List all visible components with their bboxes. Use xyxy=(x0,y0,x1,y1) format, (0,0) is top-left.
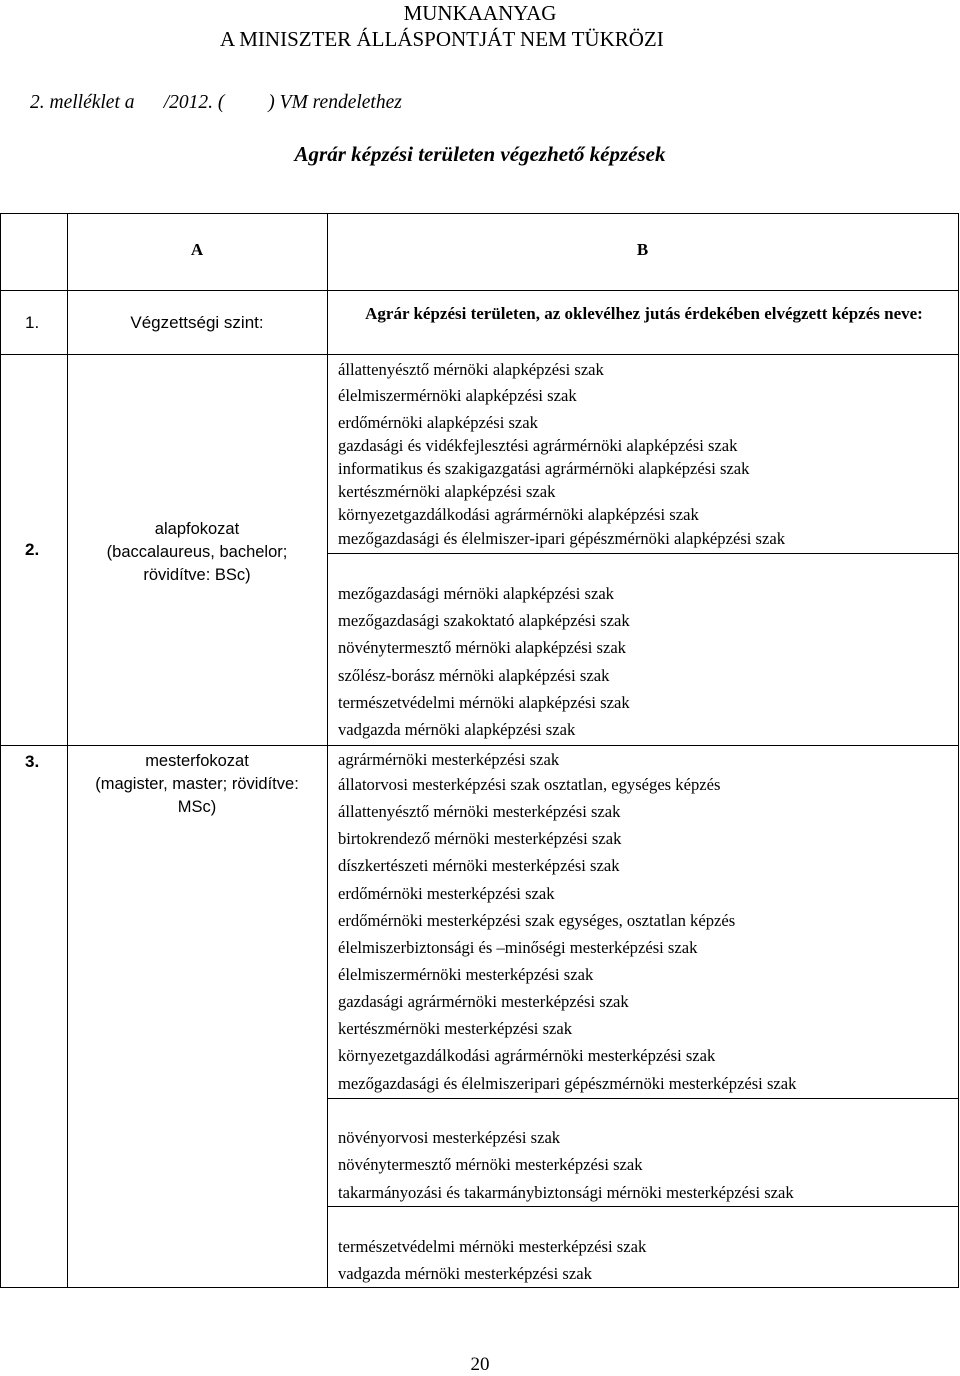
program-item: vadgazda mérnöki mesterképzési szak xyxy=(338,1264,592,1283)
degree-level-line: rövidítve: BSc) xyxy=(143,566,251,584)
program-item: mezőgazdasági szakoktató alapképzési szak xyxy=(338,611,630,630)
table-rule xyxy=(0,354,958,355)
level-header: Végzettségi szint: xyxy=(130,313,264,332)
table-border-top xyxy=(0,213,958,214)
document-title: Agrár képzési területen végezhető képzések xyxy=(294,142,666,166)
program-item: természetvédelmi mérnöki mesterképzési szak xyxy=(338,1237,647,1256)
draft-notice-line1: MUNKAANYAG xyxy=(403,1,557,25)
program-item: növénytermesztő mérnöki mesterképzési szak xyxy=(338,1155,643,1174)
program-item: vadgazda mérnöki alapképzési szak xyxy=(338,720,576,739)
program-item: környezetgazdálkodási agrármérnöki alapképzési szak xyxy=(338,505,699,524)
program-item: birtokrendező mérnöki mesterképzési szak xyxy=(338,829,622,848)
degree-level-line: MSc) xyxy=(177,798,217,816)
row-number: 1. xyxy=(25,313,40,332)
program-item: mezőgazdasági és élelmiszeripari gépészmérnöki mesterképzési szak xyxy=(338,1074,797,1093)
program-item: erdőmérnöki mesterképzési szak egységes, osztatlan képzés xyxy=(338,911,736,930)
program-item: növényorvosi mesterképzési szak xyxy=(338,1128,561,1147)
program-item: állattenyésztő mérnöki mesterképzési szak xyxy=(338,802,621,821)
column-header-a: A xyxy=(190,240,204,259)
table-border-bottom xyxy=(0,1287,958,1288)
table-rule xyxy=(327,213,328,1288)
row-number: 2. xyxy=(25,540,40,559)
program-item: díszkertészeti mérnöki mesterképzési szak xyxy=(338,856,620,875)
program-item: élelmiszermérnöki alapképzési szak xyxy=(338,386,577,405)
program-item: szőlész-borász mérnöki alapképzési szak xyxy=(338,666,610,685)
program-item: gazdasági agrármérnöki mesterképzési szak xyxy=(338,992,629,1011)
program-item: természetvédelmi mérnöki alapképzési szak xyxy=(338,693,630,712)
program-item: kertészmérnöki alapképzési szak xyxy=(338,482,556,501)
program-item: élelmiszerbiztonsági és –minőségi mesterképzési szak xyxy=(338,938,698,957)
program-item: kertészmérnöki mesterképzési szak xyxy=(338,1019,573,1038)
table-rule xyxy=(327,1098,958,1099)
program-item: mezőgazdasági és élelmiszer-ipari gépészmérnöki alapképzési szak xyxy=(338,529,786,548)
degree-level-line: alapfokozat xyxy=(154,520,240,538)
program-item: mezőgazdasági mérnöki alapképzési szak xyxy=(338,584,614,603)
row-number: 3. xyxy=(25,752,40,771)
table-rule xyxy=(327,1206,958,1207)
annex-reference: 2. melléklet a /2012. ( ) VM rendelethez xyxy=(30,92,402,113)
table-rule xyxy=(0,745,958,746)
program-item: állatorvosi mesterképzési szak osztatlan, egységes képzés xyxy=(338,775,721,794)
table-rule xyxy=(0,290,958,291)
table-border-left xyxy=(0,213,1,1288)
program-name-header: Agrár képzési területen, az oklevélhez jutás érdekében elvégzett képzés neve: xyxy=(365,304,923,323)
program-item: agrármérnöki mesterképzési szak xyxy=(338,750,560,769)
program-item: informatikus és szakigazgatási agrármérnöki alapképzési szak xyxy=(338,459,750,478)
degree-level-line: (magister, master; rövidítve: xyxy=(95,775,299,793)
program-item: élelmiszermérnöki mesterképzési szak xyxy=(338,965,594,984)
degree-level-bsc xyxy=(67,518,327,587)
program-item: állattenyésztő mérnöki alapképzési szak xyxy=(338,360,604,379)
degree-level-line: (baccalaureus, bachelor; xyxy=(106,543,288,561)
program-item: gazdasági és vidékfejlesztési agrármérnöki alapképzési szak xyxy=(338,436,738,455)
page-number: 20 xyxy=(470,1354,490,1375)
program-item: erdőmérnöki mesterképzési szak xyxy=(338,884,555,903)
program-item: környezetgazdálkodási agrármérnöki mesterképzési szak xyxy=(338,1046,716,1065)
degree-level-line: mesterfokozat xyxy=(145,752,249,770)
program-item: növénytermesztő mérnöki alapképzési szak xyxy=(338,638,626,657)
column-header-b: B xyxy=(636,240,649,259)
program-item: takarmányozási és takarmánybiztonsági mérnöki mesterképzési szak xyxy=(338,1183,794,1202)
draft-notice-line2: A MINISZTER ÁLLÁSPONTJÁT NEM TÜKRÖZI xyxy=(220,27,664,51)
table-border-right xyxy=(958,213,959,1288)
degree-level-msc xyxy=(67,750,327,819)
table-rule xyxy=(327,553,958,554)
program-item: erdőmérnöki alapképzési szak xyxy=(338,413,538,432)
